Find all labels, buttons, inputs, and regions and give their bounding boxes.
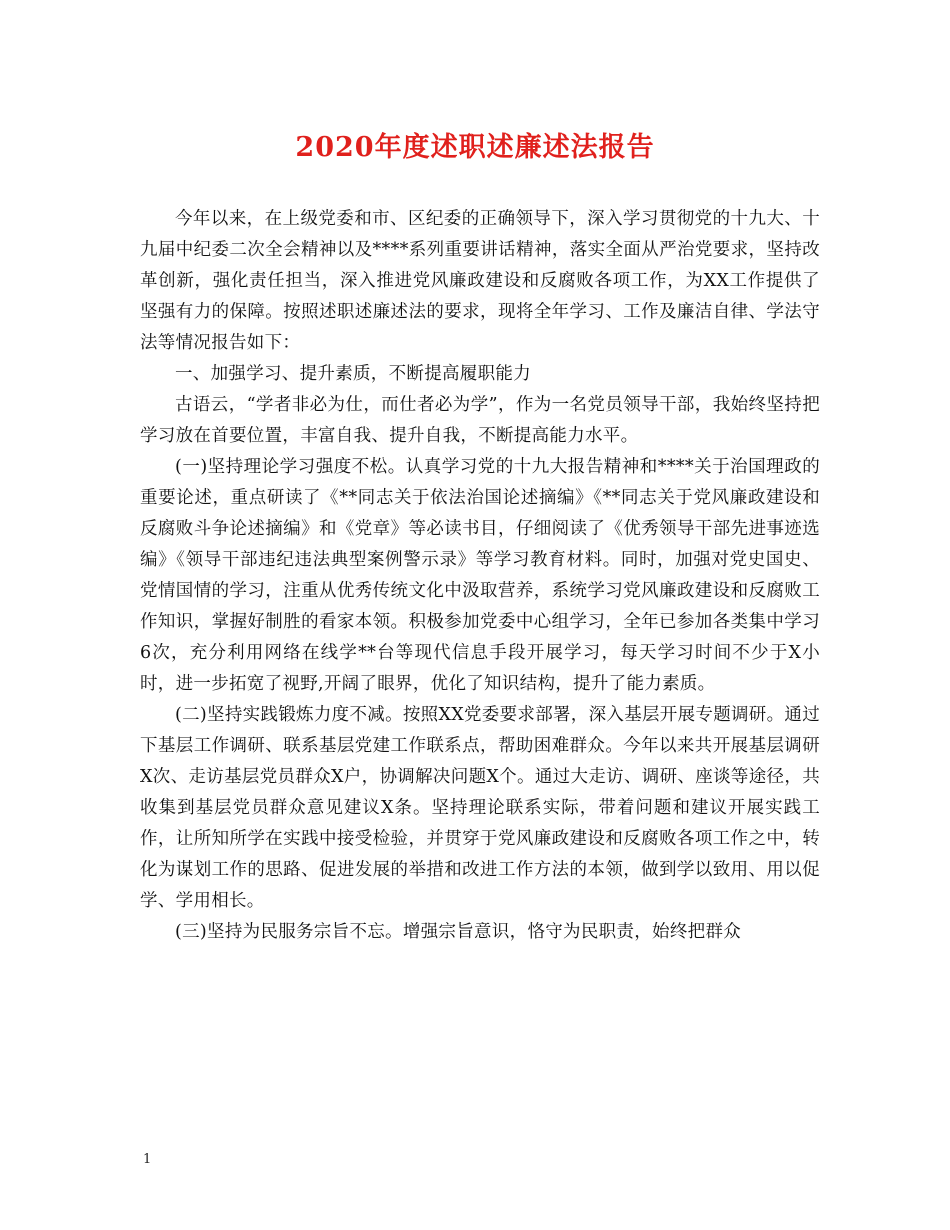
document-title: 2020年度述职述廉述法报告 [295, 132, 655, 163]
body-paragraph: (二)坚持实践锻炼力度不减。按照XX党委要求部署，深入基层开展专题调研。通过下基层工作调研、联系基层党建工作联系点，帮助困难群众。今年以来共开展基层调研X次、走访基层党员群众X户，协调解决问题X个。通过大走访、调研、座谈等途径，共收集到基层党员群众意见建议X条。坚持理论联系实际，带着问题和建议开展实践工作，让所知所学在实践中接受检验，并贯穿于党风廉政建设和反腐败各项工作之中，转化为谋划工作的思路、促进发展的举措和改进工作方法的本领，做到学以致用、用以促学、学用相长。 [140, 705, 820, 911]
body-paragraph: (三)坚持为民服务宗旨不忘。增强宗旨意识，恪守为民职责，始终把群众 [175, 922, 742, 942]
section-heading: 一、加强学习、提升素质，不断提高履职能力 [175, 364, 531, 384]
document-body [140, 204, 820, 948]
intro-paragraph: 今年以来，在上级党委和市、区纪委的正确领导下，深入学习贯彻党的十九大、十九届中纪委二次全会精神以及****系列重要讲话精神，落实全面从严治党要求，坚持改革创新，强化责任担当，深入推进党风廉政建设和反腐败各项工作，为XX工作提供了坚强有力的保障。按照述职述廉述法的要求，现将全年学习、工作及廉洁自律、学法守法等情况报告如下： [140, 209, 820, 353]
body-paragraph: (一)坚持理论学习强度不松。认真学习党的十九大报告精神和****关于治国理政的重要论述，重点研读了《**同志关于依法治国论述摘编》《**同志关于党风廉政建设和反腐败斗争论述摘编》和《党章》等必读书目，仔细阅读了《优秀领导干部先进事迹选编》《领导干部违纪违法典型案例警示录》等学习教育材料。同时，加强对党史国史、党情国情的学习，注重从优秀传统文化中汲取营养，系统学习党风廉政建设和反腐败工作知识，掌握好制胜的看家本领。积极参加党委中心组学习，全年已参加各类集中学习6次，充分利用网络在线学**台等现代信息手段开展学习，每天学习时间不少于X小时，进一步拓宽了视野,开阔了眼界，优化了知识结构，提升了能力素质。 [140, 457, 820, 694]
body-paragraph: 古语云，“学者非必为仕，而仕者必为学”，作为一名党员领导干部，我始终坚持把学习放在首要位置，丰富自我、提升自我，不断提高能力水平。 [140, 395, 820, 446]
page-number: 1 [143, 1152, 152, 1167]
